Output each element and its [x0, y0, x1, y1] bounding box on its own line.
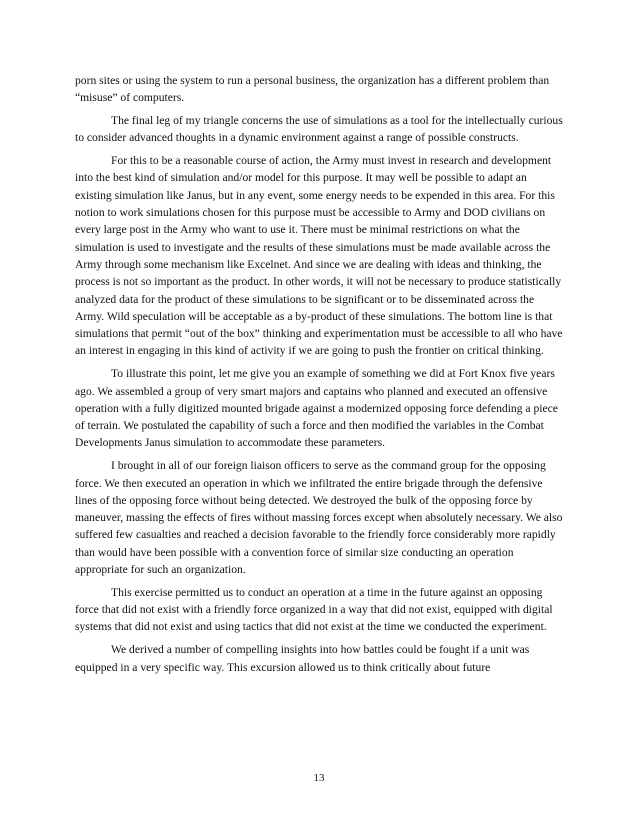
paragraph-5: I brought in all of our foreign liaison officers to serve as the command group for the opposing force. We then executed an operation in which we infiltrated the entire brigade through the defensive lines of the opposing force without being detected. We destroyed the bulk of the opposing force by maneuver, massing the effects of fires without massing forces except when absolutely necessary. We also suffered few casualties and reached a decision favorable to the friendly force considerably more rapidly than would have been possible with a convention force of similar size conducting an operation appropriate for such an organization.: [75, 459, 563, 577]
paragraph-7: We derived a number of compelling insights into how battles could be fought if a unit was equipped in a very specific way. This excursion allowed us to think critically about future: [75, 643, 530, 674]
paragraph-3: For this to be a reasonable course of action, the Army must invest in research and development into the best kind of simulation and/or model for this purpose. It may well be possible to adapt an existing simulation like Janus, but in any event, some energy needs to be expended in this area. For this notion to work simulations chosen for this purpose must be accessible to Army and DOD civilians on every large post in the Army who want to use it. There must be minimal restrictions on what the simulation is used to investigate and the results of these simulations must be made available across the Army through some mechanism like Excelnet. And since we are dealing with ideas and thinking, the process is not so important as the product. In other words, it will not be necessary to produce statistically analyzed data for the product of these simulations to be significant or to be disseminated across the Army. Wild speculation will be acceptable as a by-product of these simulations. The bottom line is that simulations that permit “out of the box” thinking and experimentation must be accessible to all who have an interest in engaging in this kind of activity if we are going to push the frontier on critical thinking.: [75, 154, 563, 358]
paragraph-6: This exercise permitted us to conduct an operation at a time in the future against an opposing force that did not exist with a friendly force organized in a way that did not exist, equipped with digital systems that did not exist and using tactics that did not exist at the time we conducted the experiment.: [75, 585, 553, 634]
paragraph-2: The final leg of my triangle concerns the use of simulations as a tool for the intellectually curious to consider advanced thoughts in a dynamic environment against a range of possible constructs.: [75, 114, 563, 145]
paragraph-1: porn sites or using the system to run a personal business, the organization has a different problem than “misuse” of computers.: [75, 74, 550, 105]
body-text: [75, 72, 565, 681]
page-number: 13: [313, 772, 325, 784]
paragraph-4: To illustrate this point, let me give you an example of something we did at Fort Knox five years ago. We assembled a group of very smart majors and captains who planned and executed an offensive operation with a fully digitized mounted brigade against a modernized opposing force defending a piece of terrain. We postulated the capability of such a force and then modified the variables in the Combat Developments Janus simulation to accommodate these parameters.: [75, 367, 558, 450]
